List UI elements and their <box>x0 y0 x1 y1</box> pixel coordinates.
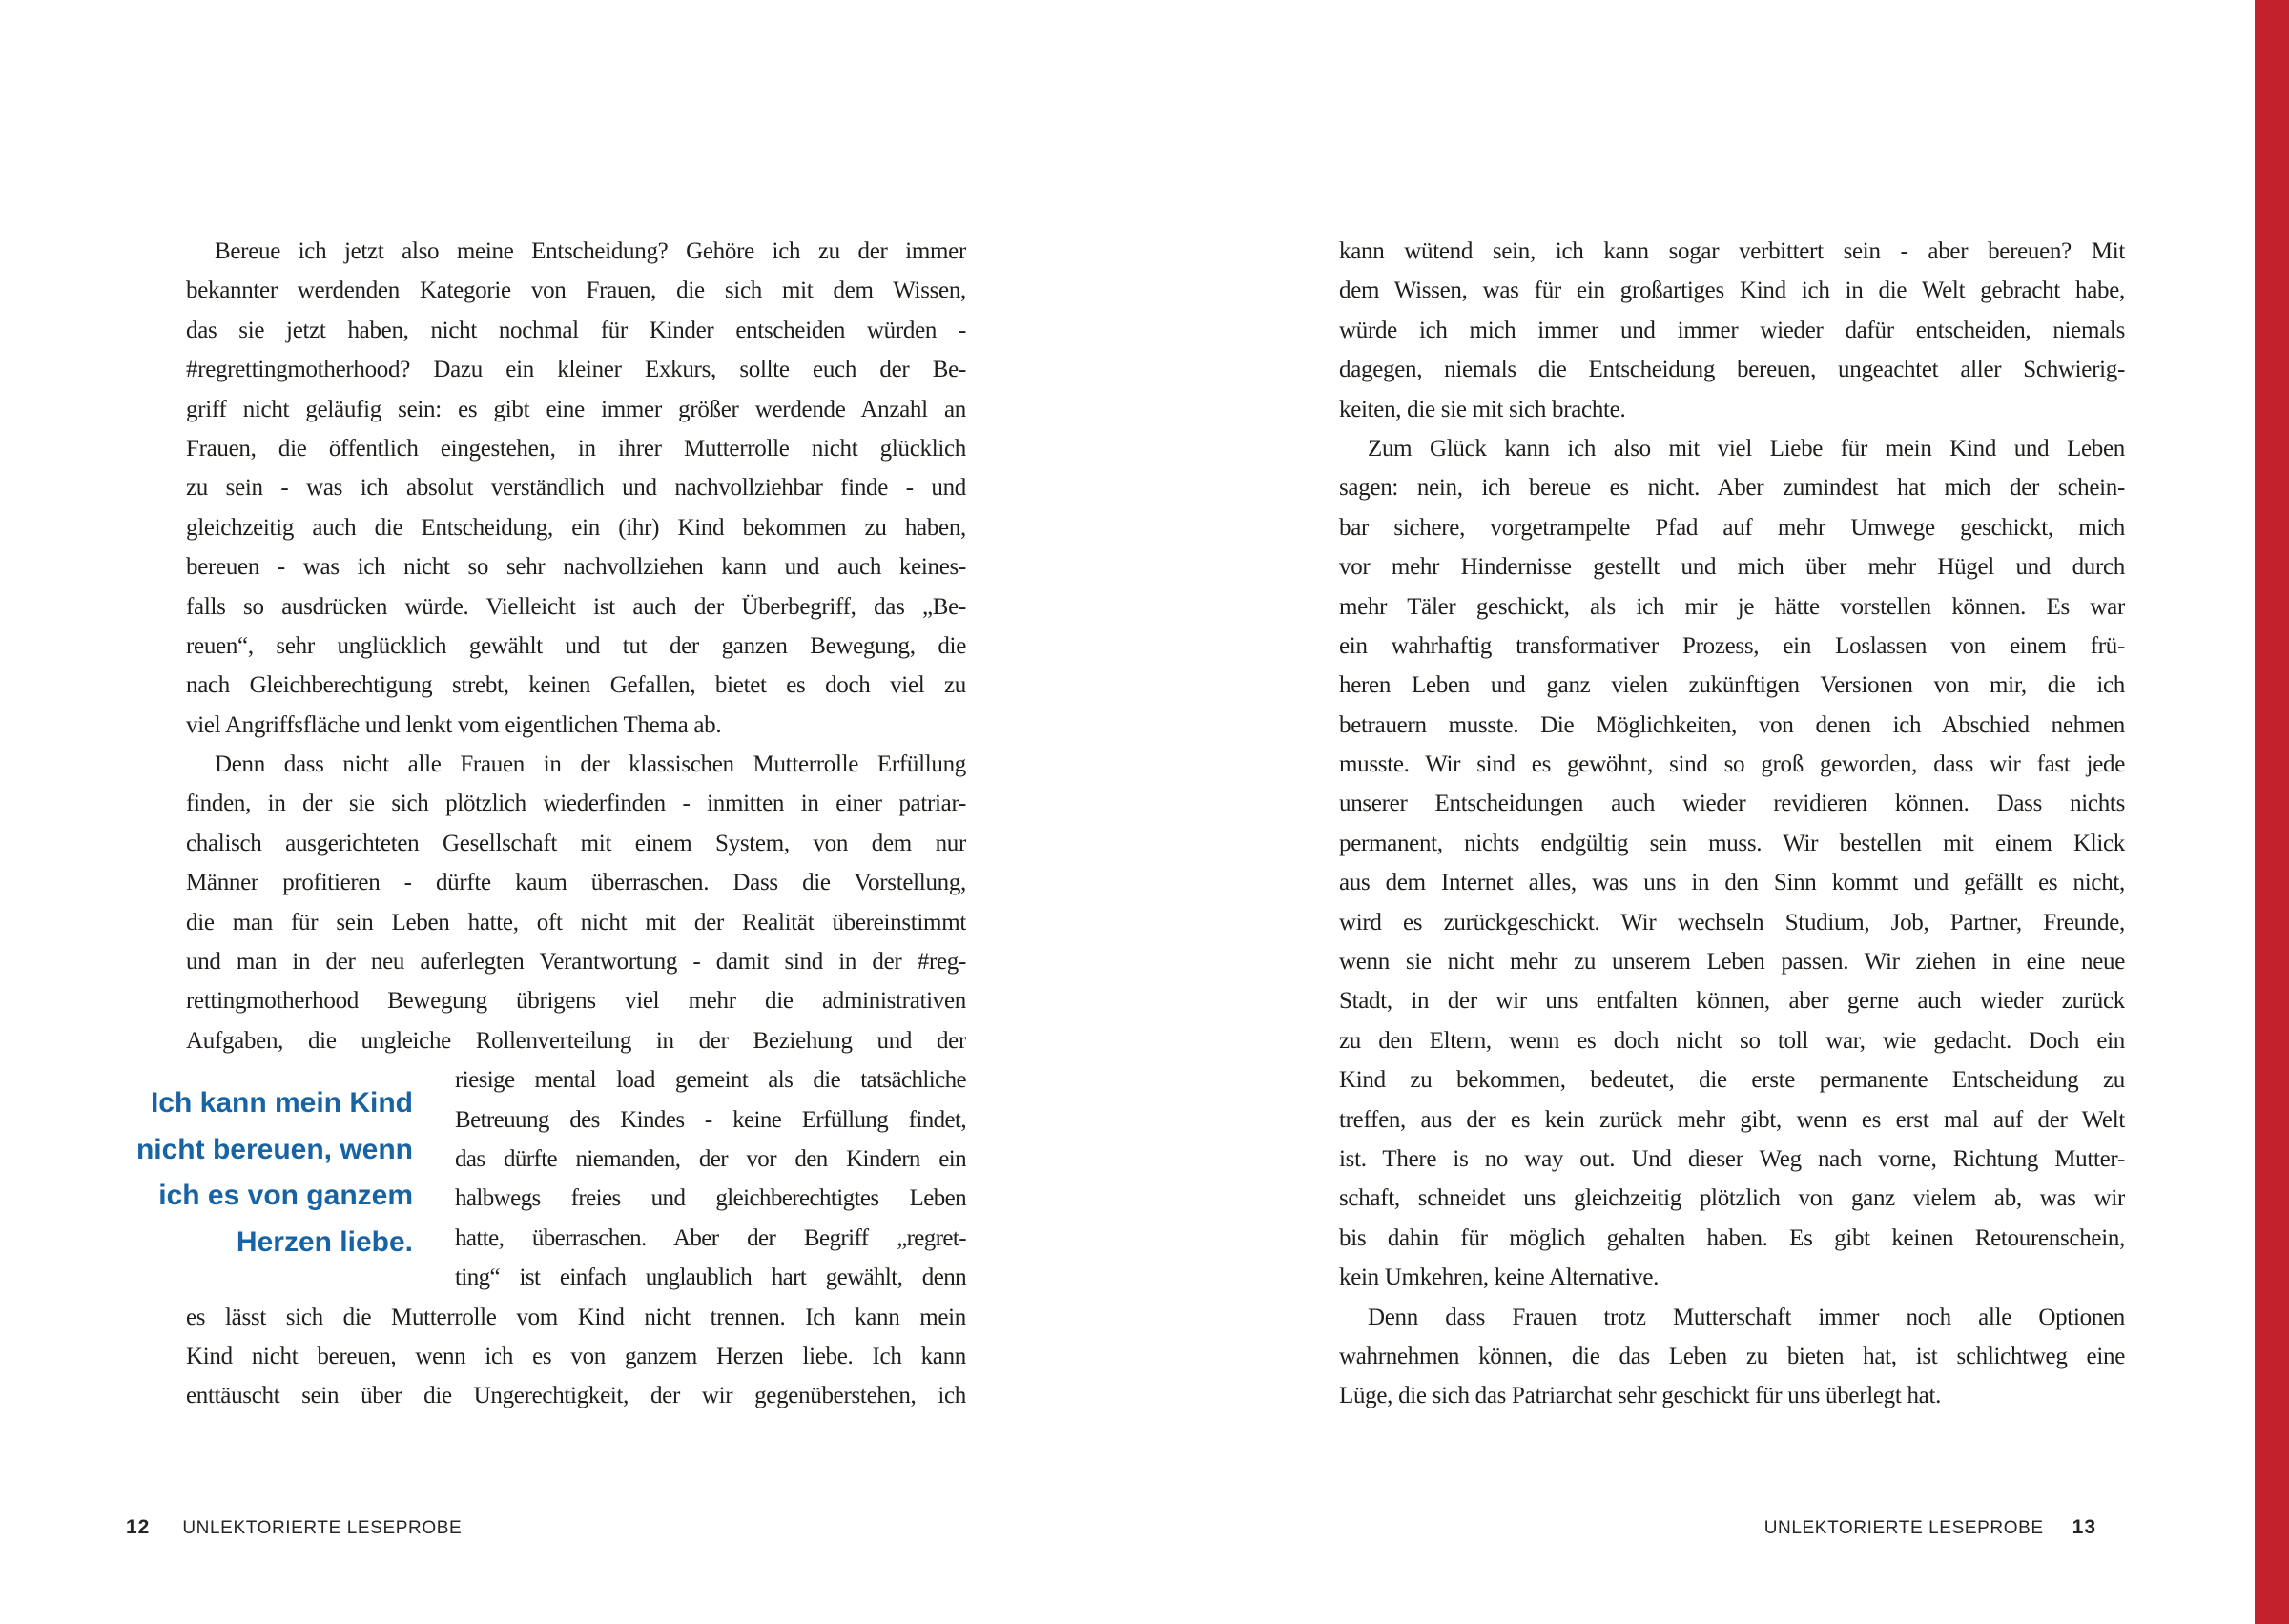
text-line: Zum Glück kann ich also mit viel Liebe für mein Kind und Leben <box>1368 435 2125 462</box>
text-line: Denn dass nicht alle Frauen in der klassischen Mutterrolle Erfüllung <box>215 751 966 778</box>
text-line: Männer profitieren - dürfte kaum überraschen. Dass die Vorstellung, <box>186 870 966 896</box>
text-line: das sie jetzt haben, nicht nochmal für Kinder entscheiden würden - <box>186 317 966 343</box>
text-line: Frauen, die öffentlich eingestehen, in ihrer Mutterrolle nicht glücklich <box>186 435 966 462</box>
text-line: permanent, nichts endgültig sein muss. Wir bestellen mit einem Klick <box>1339 830 2125 856</box>
text-line: das dürfte niemanden, der vor den Kindern ein <box>455 1145 966 1172</box>
text-line: dem Wissen, was für ein großartiges Kind ich in die Welt gebracht habe, <box>1339 278 2125 304</box>
text-line: riesige mental load gemeint als die tatsächliche <box>455 1067 966 1094</box>
footer-right <box>1764 1516 2096 1539</box>
text-line: unserer Entscheidungen auch wieder revidieren können. Dass nichts <box>1339 791 2125 817</box>
text-line: wird es zurückgeschickt. Wir wechseln Studium, Job, Partner, Freunde, <box>1339 909 2125 935</box>
text-line: Bereue ich jetzt also meine Entscheidung? Gehöre ich zu der immer <box>215 238 966 264</box>
text-line: ting“ ist einfach unglaublich hart gewählt, denn <box>455 1264 966 1291</box>
footer-left <box>126 1516 462 1539</box>
text-line: Kind nicht bereuen, wenn ich es von ganzem Herzen liebe. Ich kann <box>186 1343 966 1369</box>
pull-quote-line: Herzen liebe. <box>236 1225 413 1258</box>
text-line: keiten, die sie mit sich brachte. <box>1339 396 1626 422</box>
text-line: reuen“, sehr unglücklich gewählt und tut der ganzen Bewegung, die <box>186 632 966 659</box>
text-line: würde ich mich immer und immer wieder dafür entscheiden, niemals <box>1339 317 2125 343</box>
text-line: betrauern musste. Die Möglichkeiten, von denen ich Abschied nehmen <box>1339 711 2125 738</box>
text-line: ist. There is no way out. Und dieser Weg nach vorne, Richtung Mutter- <box>1339 1145 2125 1172</box>
text-line: vor mehr Hindernisse gestellt und mich über mehr Hügel und durch <box>1339 554 2125 581</box>
text-line: treffen, aus der es kein zurück mehr gibt, wenn es erst mal auf der Welt <box>1339 1106 2125 1133</box>
page-number-left: 12 <box>126 1516 151 1538</box>
text-line: bar sichere, vorgetrampelte Pfad auf mehr Umwege geschickt, mich <box>1339 514 2125 541</box>
text-line: chalisch ausgerichteten Gesellschaft mit einem System, von dem nur <box>186 830 966 856</box>
text-line: bis dahin für möglich gehalten haben. Es gibt keinen Retourenschein, <box>1339 1224 2125 1251</box>
text-line: Aufgaben, die ungleiche Rollenverteilung in der Beziehung und der <box>186 1027 966 1054</box>
text-line: schaft, schneidet uns gleichzeitig plötzlich von ganz vielem ab, was wir <box>1339 1185 2125 1212</box>
text-line: kann wütend sein, ich kann sogar verbittert sein - aber bereuen? Mit <box>1339 238 2125 264</box>
pull-quote <box>52 1080 413 1265</box>
text-line: enttäuscht sein über die Ungerechtigkeit, der wir gegenüberstehen, ich <box>186 1383 966 1409</box>
text-line: aus dem Internet alles, was uns in den Sinn kommt und gefällt es nicht, <box>1339 870 2125 896</box>
text-line: halbwegs freies und gleichberechtigtes Leben <box>455 1185 966 1212</box>
text-line: Betreuung des Kindes - keine Erfüllung findet, <box>455 1106 966 1133</box>
text-line: hatte, überraschen. Aber der Begriff „regret- <box>455 1224 966 1251</box>
text-line: zu sein - was ich absolut verständlich und nachvollziehbar finde - und <box>186 475 966 502</box>
text-line: nach Gleichberechtigung strebt, keinen Gefallen, bietet es doch viel zu <box>186 672 966 699</box>
text-line: wenn sie nicht mehr zu unserem Leben passen. Wir ziehen in eine neue <box>1339 949 2125 976</box>
text-line: die man für sein Leben hatte, oft nicht mit der Realität übereinstimmt <box>186 909 966 935</box>
text-line: und man in der neu auferlegten Verantwortung - damit sind in der #reg- <box>186 949 966 976</box>
pull-quote-line: Ich kann mein Kind <box>150 1087 413 1119</box>
text-line: #regrettingmotherhood? Dazu ein kleiner Exkurs, sollte euch der Be- <box>186 357 966 383</box>
text-line: kein Umkehren, keine Alternative. <box>1339 1264 1660 1291</box>
text-line: Denn dass Frauen trotz Mutterschaft immer noch alle Optionen <box>1368 1304 2125 1330</box>
footer-label-right: UNLEKTORIERTE LESEPROBE <box>1763 1518 2044 1538</box>
text-line: Lüge, die sich das Patriarchat sehr geschickt für uns überlegt hat. <box>1339 1383 1942 1409</box>
text-line: ein wahrhaftig transformativer Prozess, ein Loslassen von einem frü- <box>1339 632 2125 659</box>
text-line: es lässt sich die Mutterrolle vom Kind nicht trennen. Ich kann mein <box>186 1304 966 1330</box>
text-line: gleichzeitig auch die Entscheidung, ein (ihr) Kind bekommen zu haben, <box>186 514 966 541</box>
text-line: dagegen, niemals die Entscheidung bereuen, ungeachtet aller Schwierig- <box>1339 357 2125 383</box>
pull-quote-line: ich es von ganzem <box>158 1180 413 1211</box>
right-page-text <box>1339 232 2125 1416</box>
text-line: heren Leben und ganz vielen zukünftigen Versionen von mir, die ich <box>1339 672 2125 699</box>
text-line: musste. Wir sind es gewöhnt, sind so groß geworden, dass wir fast jede <box>1339 751 2125 778</box>
text-line: finden, in der sie sich plötzlich wiederfinden - inmitten in einer patriar- <box>186 791 966 817</box>
preview-edge-bar <box>2255 0 2289 1624</box>
text-line: mehr Täler geschickt, als ich mir je hätte vorstellen können. Es war <box>1339 593 2125 620</box>
text-line: griff nicht geläufig sein: es gibt eine immer größer werdende Anzahl an <box>186 396 966 422</box>
text-line: viel Angriffsfläche und lenkt vom eigentlichen Thema ab. <box>186 711 722 738</box>
text-line: wahrnehmen können, die das Leben zu bieten hat, ist schlichtweg eine <box>1339 1343 2125 1369</box>
footer-label-left: UNLEKTORIERTE LESEPROBE <box>182 1518 463 1538</box>
text-line: bereuen - was ich nicht so sehr nachvollziehen kann und auch keines- <box>186 554 966 581</box>
text-line: bekannter werdenden Kategorie von Frauen, die sich mit dem Wissen, <box>186 278 966 304</box>
pull-quote-line: nicht bereuen, wenn <box>135 1133 413 1165</box>
text-line: Stadt, in der wir uns entfalten können, aber gerne auch wieder zurück <box>1339 988 2125 1015</box>
text-line: falls so ausdrücken würde. Vielleicht ist auch der Überbegriff, das „Be- <box>186 593 966 620</box>
text-line: rettingmotherhood Bewegung übrigens viel mehr die administrativen <box>186 988 966 1015</box>
text-line: zu den Eltern, wenn es doch nicht so toll war, wie gedacht. Doch ein <box>1339 1027 2125 1054</box>
text-line: Kind zu bekommen, bedeutet, die erste permanente Entscheidung zu <box>1339 1067 2125 1094</box>
text-line: sagen: nein, ich bereue es nicht. Aber zumindest hat mich der schein- <box>1339 475 2125 502</box>
page-number-right: 13 <box>2072 1516 2096 1538</box>
